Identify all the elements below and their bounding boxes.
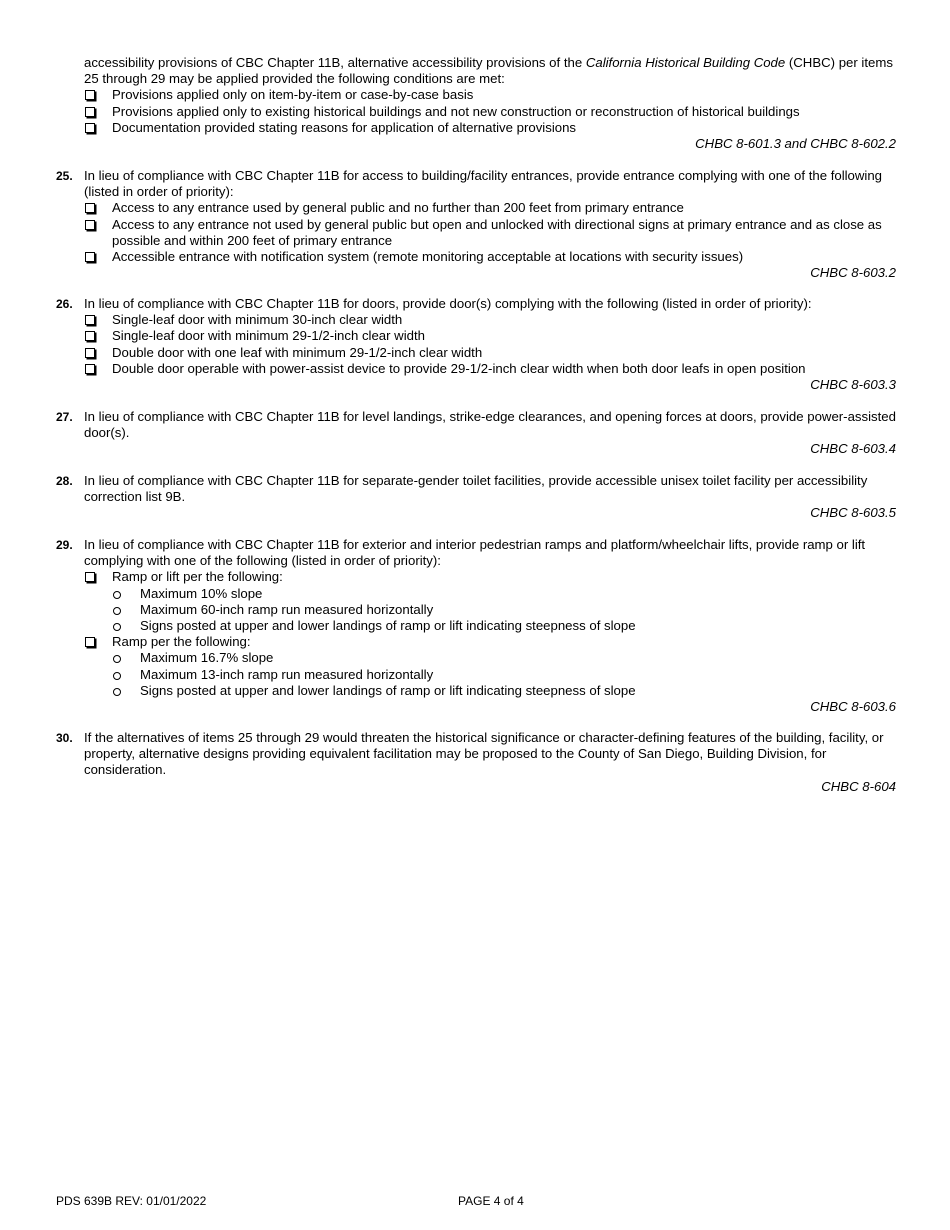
list-item: Single-leaf door with minimum 29-1/2-inch clear width — [84, 328, 896, 344]
sub-list-item: Signs posted at upper and lower landings of ramp or lift indicating steepness of slope — [112, 683, 896, 699]
circle-bullet-icon — [113, 688, 121, 696]
list-item: Ramp or lift per the following: Maximum 10% slope Maximum 60-inch ramp run measured horizontally Signs posted at upper and lower landings of ramp or lift indicating steepness of slope — [84, 569, 896, 634]
circle-bullet-icon — [113, 655, 121, 663]
checkbox-icon — [85, 637, 95, 647]
item-29 — [56, 537, 896, 715]
item-28 — [56, 473, 896, 522]
intro-checklist — [84, 87, 896, 136]
item-30 — [56, 730, 896, 795]
checkbox-icon — [85, 572, 95, 582]
list-item: Provisions applied only to existing historical buildings and not new construction or reconstruction of historical buildings — [84, 104, 896, 120]
checkbox-icon — [85, 203, 95, 213]
item-number: 28. — [56, 474, 73, 488]
intro-section — [56, 55, 896, 152]
item-text: In lieu of compliance with CBC Chapter 11B for exterior and interior pedestrian ramps and platform/wheelchair lifts, provide ramp or lift complying with one of the following (listed in order of priority): — [84, 537, 866, 569]
checkbox-icon — [85, 315, 95, 325]
sub-list-item: Maximum 10% slope — [112, 586, 896, 602]
item-text: In lieu of compliance with CBC Chapter 11B for doors, provide door(s) complying with the following (listed in order of priority): — [84, 296, 812, 311]
item-text: In lieu of compliance with CBC Chapter 11B for level landings, strike-edge clearances, and opening forces at doors, provide power-assisted door(s). — [84, 409, 896, 441]
list-item: Double door with one leaf with minimum 29-1/2-inch clear width — [84, 345, 896, 361]
circle-bullet-icon — [113, 607, 121, 615]
circle-bullet-icon — [113, 591, 121, 599]
item-26 — [56, 296, 896, 393]
item-number: 29. — [56, 538, 73, 552]
list-item: Single-leaf door with minimum 30-inch clear width — [84, 312, 896, 328]
sub-list — [112, 650, 896, 699]
code-reference: CHBC 8-604 — [821, 778, 896, 794]
intro-paragraph: accessibility provisions of CBC Chapter 11B, alternative accessibility provisions of the California Historical Building Code (CHBC) per items 25 through 29 may be applied provided the following conditions are met: — [84, 55, 893, 87]
code-reference: CHBC 8-603.5 — [810, 505, 896, 521]
list-item: Provisions applied only on item-by-item or case-by-case basis — [84, 87, 896, 103]
checkbox-icon — [85, 348, 95, 358]
checkbox-icon — [85, 252, 95, 262]
sub-list-item: Maximum 60-inch ramp run measured horizontally — [112, 602, 896, 618]
list-item: Access to any entrance used by general public and no further than 200 feet from primary entrance — [84, 200, 896, 216]
checkbox-icon — [85, 364, 95, 374]
item-text: In lieu of compliance with CBC Chapter 11B for separate-gender toilet facilities, provide accessible unisex toilet facility per accessibility correction list 9B. — [84, 473, 868, 505]
sub-list-item: Maximum 16.7% slope — [112, 650, 896, 666]
list-item: Access to any entrance not used by general public but open and unlocked with directional signs at primary entrance and as close as possible and within 200 feet of primary entrance — [84, 217, 896, 249]
checkbox-icon — [85, 331, 95, 341]
code-reference: CHBC 8-603.6 — [810, 699, 896, 715]
checkbox-icon — [85, 107, 95, 117]
chbc-title: California Historical Building Code — [585, 55, 786, 70]
item-25 — [56, 168, 896, 281]
list-item: Ramp per the following: Maximum 16.7% slope Maximum 13-inch ramp run measured horizontally Signs posted at upper and lower landings of ramp or lift indicating steepness of slope — [84, 634, 896, 699]
sub-list-item: Signs posted at upper and lower landings of ramp or lift indicating steepness of slope — [112, 618, 896, 634]
sub-list-item: Maximum 13-inch ramp run measured horizontally — [112, 667, 896, 683]
code-reference: CHBC 8-603.2 — [810, 265, 896, 281]
code-reference: CHBC 8-603.4 — [810, 441, 896, 457]
item-27 — [56, 409, 896, 458]
sub-list — [112, 586, 896, 635]
checkbox-icon — [85, 123, 95, 133]
item-29-checklist — [84, 569, 896, 699]
item-text: If the alternatives of items 25 through 29 would threaten the historical significance or character-defining features of the building, facility, or property, alternative designs providing equivalent facilitation may be proposed to the County of San Diego, Building Division, for consideration. — [84, 730, 884, 778]
item-number: 25. — [56, 169, 73, 183]
item-26-checklist — [84, 312, 896, 377]
code-reference: CHBC 8-601.3 and CHBC 8-602.2 — [695, 136, 896, 152]
circle-bullet-icon — [113, 623, 121, 631]
item-number: 26. — [56, 297, 73, 311]
list-item: Documentation provided stating reasons for application of alternative provisions — [84, 120, 896, 136]
checkbox-icon — [85, 220, 95, 230]
list-item: Double door operable with power-assist device to provide 29-1/2-inch clear width when both door leafs in open position — [84, 361, 896, 377]
checkbox-icon — [85, 90, 95, 100]
circle-bullet-icon — [113, 672, 121, 680]
list-item: Accessible entrance with notification system (remote monitoring acceptable at locations with security issues) — [84, 249, 896, 265]
page-number: PAGE 4 of 4 — [458, 1194, 524, 1208]
item-25-checklist — [84, 200, 896, 265]
item-number: 27. — [56, 410, 73, 424]
code-reference: CHBC 8-603.3 — [810, 377, 896, 393]
form-number: PDS 639B REV: 01/01/2022 — [56, 1194, 207, 1208]
item-number: 30. — [56, 731, 73, 745]
item-text: In lieu of compliance with CBC Chapter 11B for access to building/facility entrances, provide entrance complying with one of the following (listed in order of priority): — [84, 168, 883, 200]
